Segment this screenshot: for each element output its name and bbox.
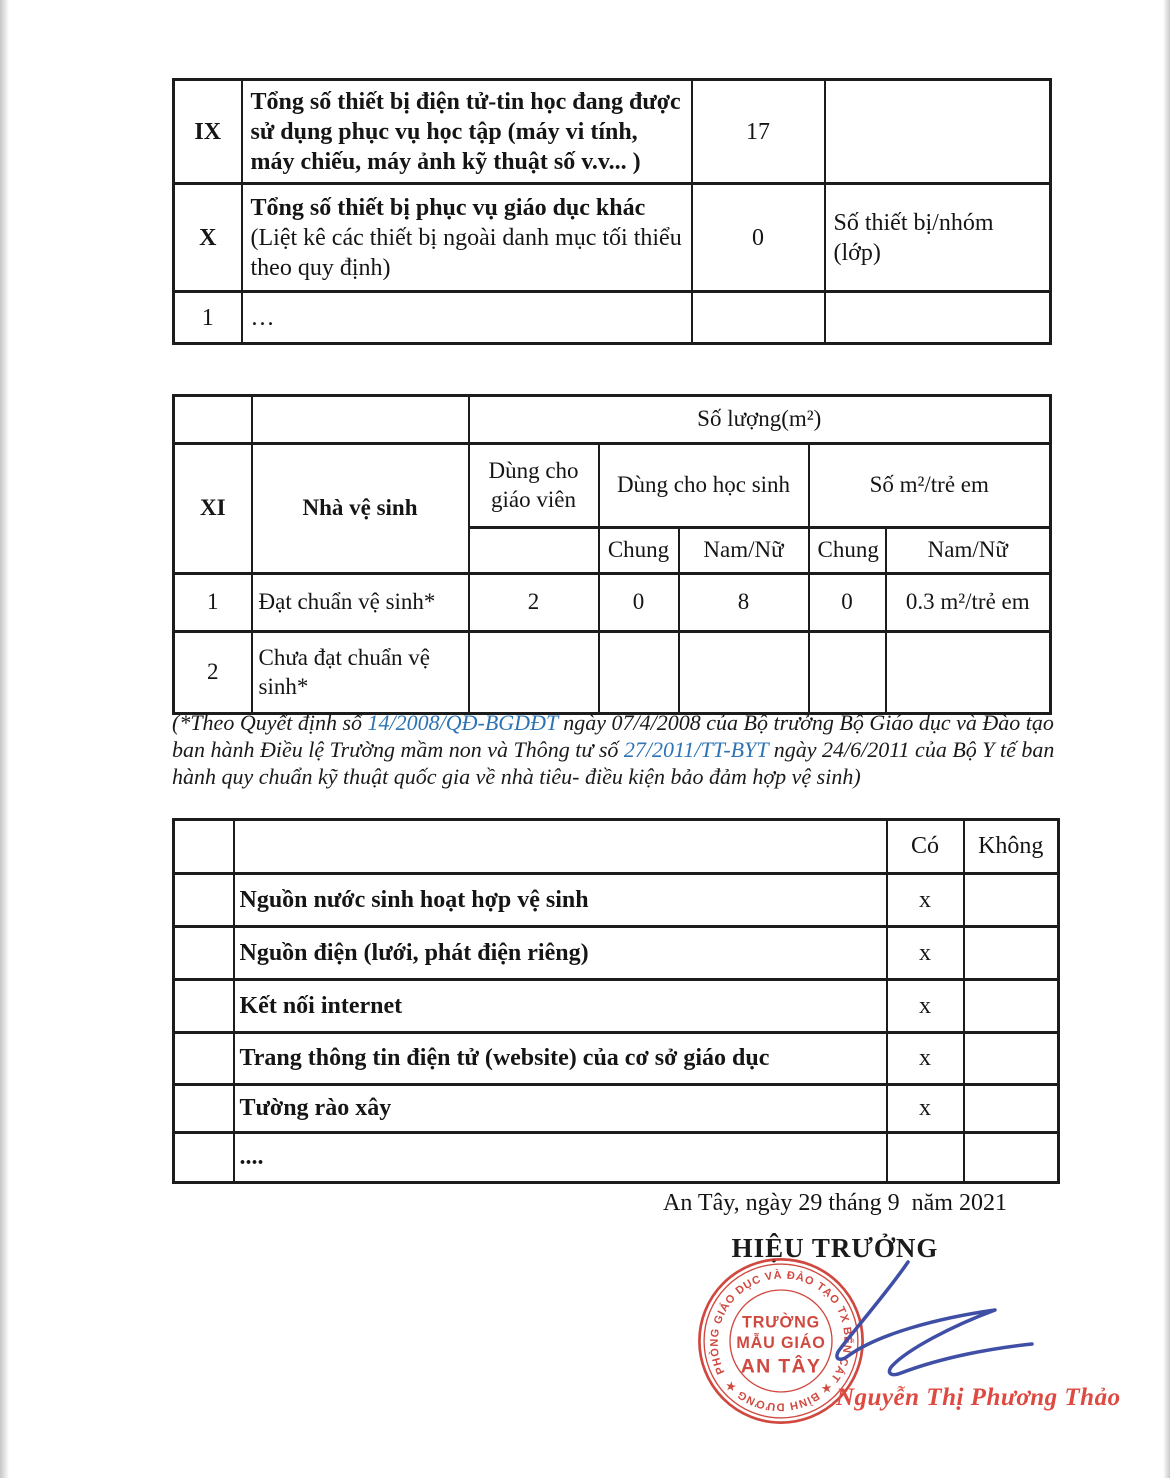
row-label: .... [234,1133,887,1183]
empty-cell [174,820,234,874]
stamp-line-3: AN TÂY [740,1355,822,1378]
signer-title: HIỆU TRƯỞNG [731,1233,939,1263]
table-row [174,80,1051,184]
row-number [174,1085,234,1133]
table-row [174,396,1051,444]
stamp-ring-text: PHÒNG GIÁO DỤC VÀ ĐÀO TẠO TX BẾN CÁT ★ BÌNH DƯƠNG ★ [708,1269,854,1413]
row-number [174,927,234,980]
value-teacher: 2 [469,574,599,632]
footnote [172,710,1056,790]
row-value [692,292,825,344]
table-row [174,927,1059,980]
row-number: IX [174,80,242,184]
footnote-text: ngày 07/4/2008 của Bộ trưởng Bộ Giáo dục và Đào tạo ban hành Điều lệ Trường mầm non và Thông tư số [172,710,1054,762]
sub-header-namnu: Nam/Nữ [886,528,1051,574]
row-number: X [174,184,242,292]
handwritten-signature [788,1252,1050,1390]
qty-header: Số lượng(m²) [469,396,1051,444]
empty-cell [469,528,599,574]
col-header-no: Không [964,820,1059,874]
row-number [174,980,234,1033]
value-hs-chung [599,632,679,714]
yes-mark: x [887,1085,964,1133]
row-label-bold: Tổng số thiết bị phục vụ giáo dục khác [250,194,646,221]
table-row [174,980,1059,1033]
utilities-table [172,818,1060,1184]
col-header-students: Dùng cho học sinh [599,444,809,528]
table-row [174,1033,1059,1085]
scan-edge-left [0,0,9,1478]
scan-edge-right [1163,0,1170,1478]
value-hs-namnu [679,632,809,714]
row-label-bold: Tổng số thiết bị điện tử-tin học đang được sử dụng phục vụ học tập (máy vi tính, máy chiếu, máy ảnh kỹ thuật số v.v... ) [250,88,681,175]
toilet-table [172,394,1052,715]
table-row [174,574,1051,632]
value-teacher [469,632,599,714]
stamp-line-2: MẪU GIÁO [736,1333,826,1352]
yes-mark [887,1133,964,1183]
signer-name: Nguyễn Thị Phương Thảo [836,1384,1121,1411]
row-number: 2 [174,632,252,714]
row-label: Nguồn nước sinh hoạt hợp vệ sinh [234,874,887,927]
link-circular-27-2011[interactable]: 27/2011/TT-BYT [623,736,769,762]
row-value: 17 [692,80,825,184]
sub-header-chung: Chung [599,528,679,574]
empty-cell [252,396,469,444]
no-mark [964,874,1059,927]
col-header-yes: Có [887,820,964,874]
row-label: Kết nối internet [234,980,887,1033]
no-mark [964,1085,1059,1133]
no-mark [964,1133,1059,1183]
row-label [242,184,692,292]
row-note [825,292,1051,344]
footnote-text: (*Theo Quyết định số [172,710,368,735]
row-value: 0 [692,184,825,292]
row-label: Đạt chuẩn vệ sinh* [252,574,469,632]
col-header-per-child: Số m²/trẻ em [809,444,1051,528]
section-number: XI [174,444,252,574]
row-label: Trang thông tin điện tử (website) của cơ sở giáo dục [234,1033,887,1085]
yes-mark: x [887,874,964,927]
row-number: 1 [174,292,242,344]
yes-mark: x [887,1033,964,1085]
row-number [174,1133,234,1183]
row-number [174,874,234,927]
yes-mark: x [887,980,964,1033]
link-decision-14-2008[interactable]: 14/2008/QĐ-BGDĐT [367,710,558,735]
row-note [825,80,1051,184]
table-row [174,292,1051,344]
no-mark [964,980,1059,1033]
row-label-regular: (Liệt kê các thiết bị ngoài danh mục tối thiểu theo quy định) [250,224,682,281]
row-label-regular: … [250,304,275,331]
row-note: Số thiết bị/nhóm (lớp) [825,184,1051,292]
stamp-line-1: TRƯỜNG [742,1313,820,1332]
equipment-table [172,78,1052,345]
date-line: An Tây, ngày 29 tháng 9 năm 2021 [663,1190,1007,1216]
footnote-text: ngày 24/6/2011 của Bộ Y tế ban hành quy chuẩn kỹ thuật quốc gia về nhà tiêu- điều kiện bảo đảm hợp vệ sinh) [172,736,1055,789]
table-row [174,1085,1059,1133]
row-label [242,292,692,344]
row-label: Chưa đạt chuẩn vệ sinh* [252,632,469,714]
empty-cell [174,396,252,444]
yes-mark: x [887,927,964,980]
col-header-teacher: Dùng cho giáo viên [469,444,599,528]
empty-cell [234,820,887,874]
value-m2-namnu [886,632,1051,714]
row-label: Nguồn điện (lưới, phát điện riêng) [234,927,887,980]
table-row [174,444,1051,528]
section-label: Nhà vệ sinh [252,444,469,574]
table-row [174,874,1059,927]
value-hs-namnu: 8 [679,574,809,632]
value-m2-namnu: 0.3 m²/trẻ em [886,574,1051,632]
no-mark [964,1033,1059,1085]
sub-header-chung: Chung [809,528,886,574]
row-label [242,80,692,184]
sub-header-namnu: Nam/Nữ [679,528,809,574]
row-number: 1 [174,574,252,632]
value-hs-chung: 0 [599,574,679,632]
table-row [174,820,1059,874]
table-row [174,1133,1059,1183]
value-m2-chung: 0 [809,574,886,632]
row-label: Tường rào xây [234,1085,887,1133]
row-number [174,1033,234,1085]
table-row [174,632,1051,714]
table-row [174,184,1051,292]
value-m2-chung [809,632,886,714]
no-mark [964,927,1059,980]
